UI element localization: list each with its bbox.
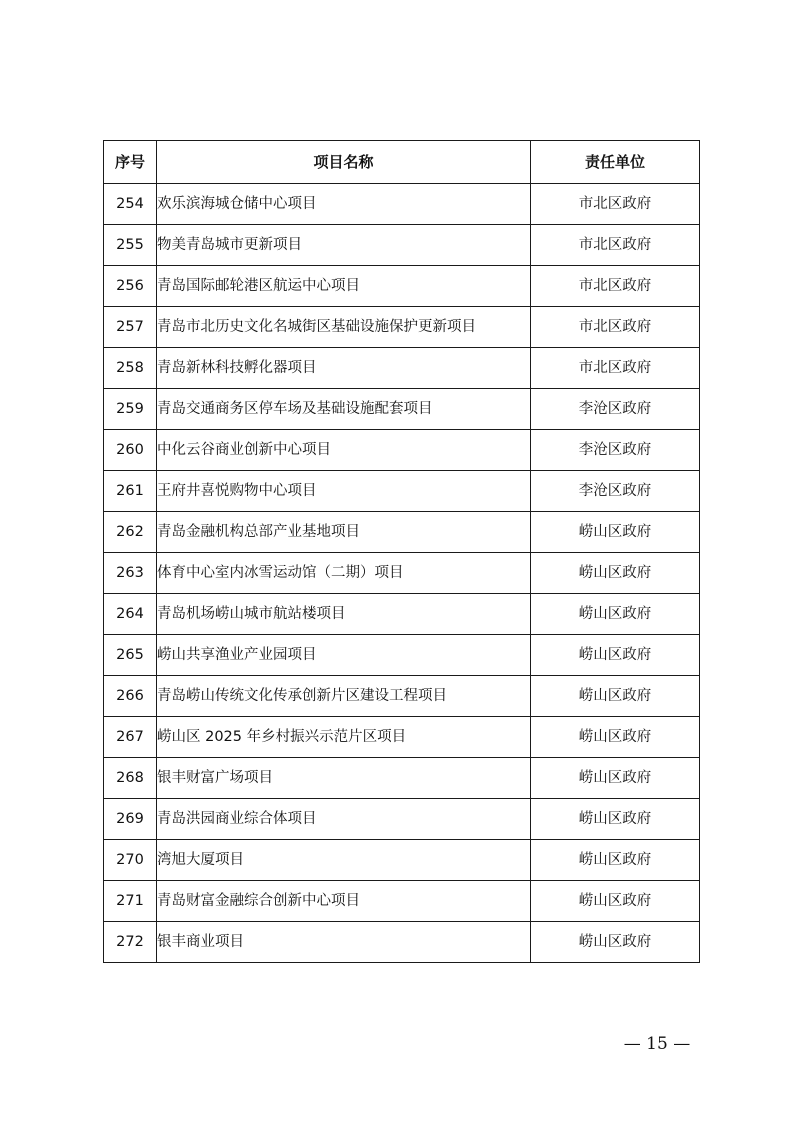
- row-project-name: 银丰财富广场项目: [157, 758, 531, 799]
- row-project-name: 青岛市北历史文化名城街区基础设施保护更新项目: [157, 307, 531, 348]
- table-row: [104, 594, 700, 635]
- row-number: 255: [104, 225, 157, 266]
- row-responsible-unit: 崂山区政府: [531, 717, 700, 758]
- row-number: 258: [104, 348, 157, 389]
- header-unit: 责任单位: [531, 141, 700, 184]
- row-project-name: 青岛洪园商业综合体项目: [157, 799, 531, 840]
- row-project-name: 青岛崂山传统文化传承创新片区建设工程项目: [157, 676, 531, 717]
- table-row: [104, 922, 700, 963]
- row-project-name: 体育中心室内冰雪运动馆（二期）项目: [157, 553, 531, 594]
- row-responsible-unit: 崂山区政府: [531, 758, 700, 799]
- row-number: 267: [104, 717, 157, 758]
- row-responsible-unit: 市北区政府: [531, 225, 700, 266]
- page-number: — 15 —: [623, 1034, 691, 1054]
- table-row: [104, 553, 700, 594]
- row-project-name: 欢乐滨海城仓储中心项目: [157, 184, 531, 225]
- row-responsible-unit: 崂山区政府: [531, 594, 700, 635]
- row-number: 266: [104, 676, 157, 717]
- table-row: [104, 348, 700, 389]
- row-number: 265: [104, 635, 157, 676]
- row-project-name: 青岛财富金融综合创新中心项目: [157, 881, 531, 922]
- row-responsible-unit: 李沧区政府: [531, 471, 700, 512]
- table-row: [104, 758, 700, 799]
- row-number: 256: [104, 266, 157, 307]
- row-number: 272: [104, 922, 157, 963]
- row-project-name: 银丰商业项目: [157, 922, 531, 963]
- row-responsible-unit: 崂山区政府: [531, 676, 700, 717]
- table-row: [104, 389, 700, 430]
- table-row: [104, 840, 700, 881]
- row-responsible-unit: 崂山区政府: [531, 553, 700, 594]
- row-number: 257: [104, 307, 157, 348]
- row-project-name: 青岛国际邮轮港区航运中心项目: [157, 266, 531, 307]
- table-row: [104, 307, 700, 348]
- table-row: [104, 512, 700, 553]
- table-row: [104, 881, 700, 922]
- row-responsible-unit: 市北区政府: [531, 266, 700, 307]
- row-responsible-unit: 崂山区政府: [531, 840, 700, 881]
- row-responsible-unit: 市北区政府: [531, 348, 700, 389]
- row-project-name: 青岛新林科技孵化器项目: [157, 348, 531, 389]
- table-row: [104, 635, 700, 676]
- row-number: 264: [104, 594, 157, 635]
- row-responsible-unit: 市北区政府: [531, 184, 700, 225]
- row-responsible-unit: 崂山区政府: [531, 881, 700, 922]
- row-responsible-unit: 崂山区政府: [531, 512, 700, 553]
- table-row: [104, 676, 700, 717]
- table-row: [104, 430, 700, 471]
- row-number: 254: [104, 184, 157, 225]
- row-project-name: 物美青岛城市更新项目: [157, 225, 531, 266]
- table-row: [104, 471, 700, 512]
- project-table: [103, 140, 700, 963]
- row-responsible-unit: 李沧区政府: [531, 430, 700, 471]
- row-project-name: 王府井喜悦购物中心项目: [157, 471, 531, 512]
- row-responsible-unit: 崂山区政府: [531, 635, 700, 676]
- row-number: 269: [104, 799, 157, 840]
- table-row: [104, 184, 700, 225]
- row-project-name: 崂山区 2025 年乡村振兴示范片区项目: [157, 717, 531, 758]
- row-number: 263: [104, 553, 157, 594]
- row-project-name: 崂山共享渔业产业园项目: [157, 635, 531, 676]
- row-number: 271: [104, 881, 157, 922]
- table-row: [104, 225, 700, 266]
- header-number: 序号: [104, 141, 157, 184]
- row-number: 268: [104, 758, 157, 799]
- table-row: [104, 266, 700, 307]
- row-project-name: 青岛机场崂山城市航站楼项目: [157, 594, 531, 635]
- row-number: 259: [104, 389, 157, 430]
- row-project-name: 青岛金融机构总部产业基地项目: [157, 512, 531, 553]
- row-project-name: 湾旭大厦项目: [157, 840, 531, 881]
- row-responsible-unit: 市北区政府: [531, 307, 700, 348]
- table-row: [104, 717, 700, 758]
- row-project-name: 中化云谷商业创新中心项目: [157, 430, 531, 471]
- table-header-row: [104, 141, 700, 184]
- row-responsible-unit: 崂山区政府: [531, 922, 700, 963]
- table-row: [104, 799, 700, 840]
- row-project-name: 青岛交通商务区停车场及基础设施配套项目: [157, 389, 531, 430]
- header-name: 项目名称: [157, 141, 531, 184]
- row-responsible-unit: 崂山区政府: [531, 799, 700, 840]
- row-responsible-unit: 李沧区政府: [531, 389, 700, 430]
- row-number: 261: [104, 471, 157, 512]
- row-number: 270: [104, 840, 157, 881]
- table-body: [104, 184, 700, 963]
- row-number: 260: [104, 430, 157, 471]
- row-number: 262: [104, 512, 157, 553]
